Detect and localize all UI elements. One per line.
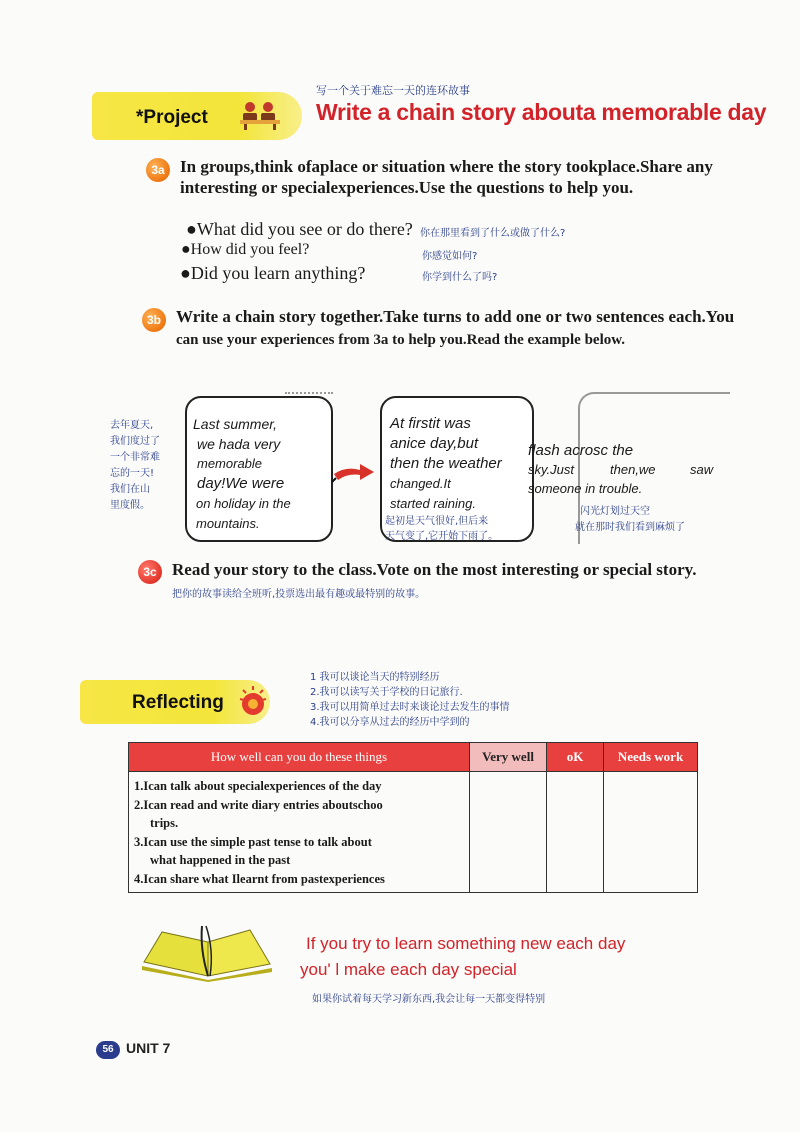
story-box-3-line2a: sky.Just [528,462,574,477]
story-box-3-cn-line1: 闪光灯划过天空 [580,506,650,517]
badge-3b: 3b [142,308,166,332]
story-left-cn [110,418,160,514]
story-line: started raining. [390,496,476,511]
instruction-3b-line1: Write a chain story together.Take turns to add one or two sentences each.You [176,307,735,326]
header-very-well: Very well [470,743,547,772]
ability-line: 4.Ican share what Ilearnt from pastexperiences [134,871,385,886]
quote-line1: If you try to learn something new each day [306,934,626,953]
header-skills: How well can you do these things [129,743,470,772]
reflecting-banner-label: Reflecting [132,692,224,713]
abilities-cell [129,772,470,893]
instruction-3c: Read your story to the class.Vote on the most interesting or special story. [172,560,697,579]
ability-line: 1.Ican talk about specialexperiences of the day [134,779,382,793]
story-left-cn-line: 我们度过了 [110,436,160,447]
unit-label: UNIT 7 [126,1040,171,1056]
story-box-3-line3: someone in trouble. [528,481,643,496]
reflecting-cn-notes [310,670,510,730]
instruction-3c-cn: 把你的故事读给全班听,投票选出最有趣或最特别的故事。 [172,589,426,600]
open-book-icon [138,920,274,982]
question-3: ●Did you learn anything? [180,263,366,283]
story-line: Last summer, [193,416,278,432]
instruction-3a-line1: In groups,think ofaplace or situation where the story tookplace.Share any [180,157,713,176]
project-banner-label: *Project [136,107,208,128]
story-line: anice day,but [390,435,479,452]
badge-3a: 3a [146,158,170,182]
question-1: ●What did you see or do there? [186,219,413,239]
quote-line2: you' l make each day special [300,960,517,979]
story-box-3-line2c: saw [690,462,714,477]
ability-line: trips. [150,816,179,830]
header-needs-work: Needs work [604,743,698,772]
story-left-cn-line: 我们在山 [110,484,150,495]
table-row [129,772,698,893]
story-line: changed.It [390,476,451,491]
reflecting-cn-note: 2.我可以读写关于学校的日记旅行. [310,687,463,698]
page-number: 56 [96,1041,120,1059]
ability-line: 3.Ican use the simple past tense to talk about [134,834,372,849]
story-left-cn-line: 里度假。 [110,500,150,511]
reflecting-cn-note: 1 我可以谈论当天的特别经历 [310,672,440,683]
table-header-row [129,743,698,772]
story-left-cn-line: 去年夏天, [110,420,154,431]
story-line: mountains. [196,516,260,531]
ability-line: what happened in the past [150,853,291,867]
story-line: we hada very [197,436,281,452]
story-box-3-line1: flash acrosc the [528,442,634,459]
instruction-3a-line2: interesting or specialexperiences.Use the questions to help you. [180,178,634,197]
question-3-cn: 你学到什么了吗? [422,272,498,283]
story-box-2-text [390,414,502,514]
story-box-1-text [193,414,291,534]
reflecting-cn-note: 4.我可以分享从过去的经历中学到的 [310,717,470,728]
question-2: ●How did you feel? [181,241,310,258]
thinking-head-icon [238,684,268,720]
story-line: At firstit was [390,415,471,432]
red-arrow-icon [330,458,378,484]
dotted-divider [285,392,333,394]
story-left-cn-line: 忘的一天! [110,468,155,479]
story-left-cn-line: 一个非常难 [110,452,160,463]
needs-work-cell[interactable] [604,772,698,893]
very-well-cell[interactable] [470,772,547,893]
story-box-2-cn-line1: 起初是天气很好,但后来 [385,516,489,527]
story-box-1 [185,396,333,542]
quote-cn: 如果你试着每天学习新东西,我会让每一天都变得特别 [312,994,546,1005]
project-title-cn: 写一个关于难忘一天的连环故事 [316,84,470,97]
question-1-cn: 你在那里看到了什么或做了什么? [420,228,566,239]
ability-line: 2.Ican read and write diary entries aboutschoo [134,797,383,812]
story-line: day!We were [197,475,285,492]
reflecting-cn-note: 3.我可以用简单过去时来谈论过去发生的事情 [310,702,510,713]
story-line: memorable [197,456,263,471]
story-line: then the weather [390,455,502,472]
header-ok: oK [547,743,604,772]
badge-3c: 3c [138,560,162,584]
group-people-icon [238,100,282,130]
project-title: Write a chain story abouta memorable day [316,99,767,125]
abilities-list [130,773,468,888]
instruction-3b-line2: can use your experiences from 3a to help you.Read the example below. [176,332,625,348]
question-2-cn: 你感觉如何? [422,251,478,262]
story-box-2-cn-line2: 天气变了,它开始下雨了。 [385,531,499,542]
story-box-3-cn-line2: 就在那时我们看到麻烦了 [575,522,685,533]
story-box-3-line2b: then,we [610,462,656,477]
self-assessment-table [128,742,698,893]
story-line: on holiday in the [196,496,291,511]
ok-cell[interactable] [547,772,604,893]
